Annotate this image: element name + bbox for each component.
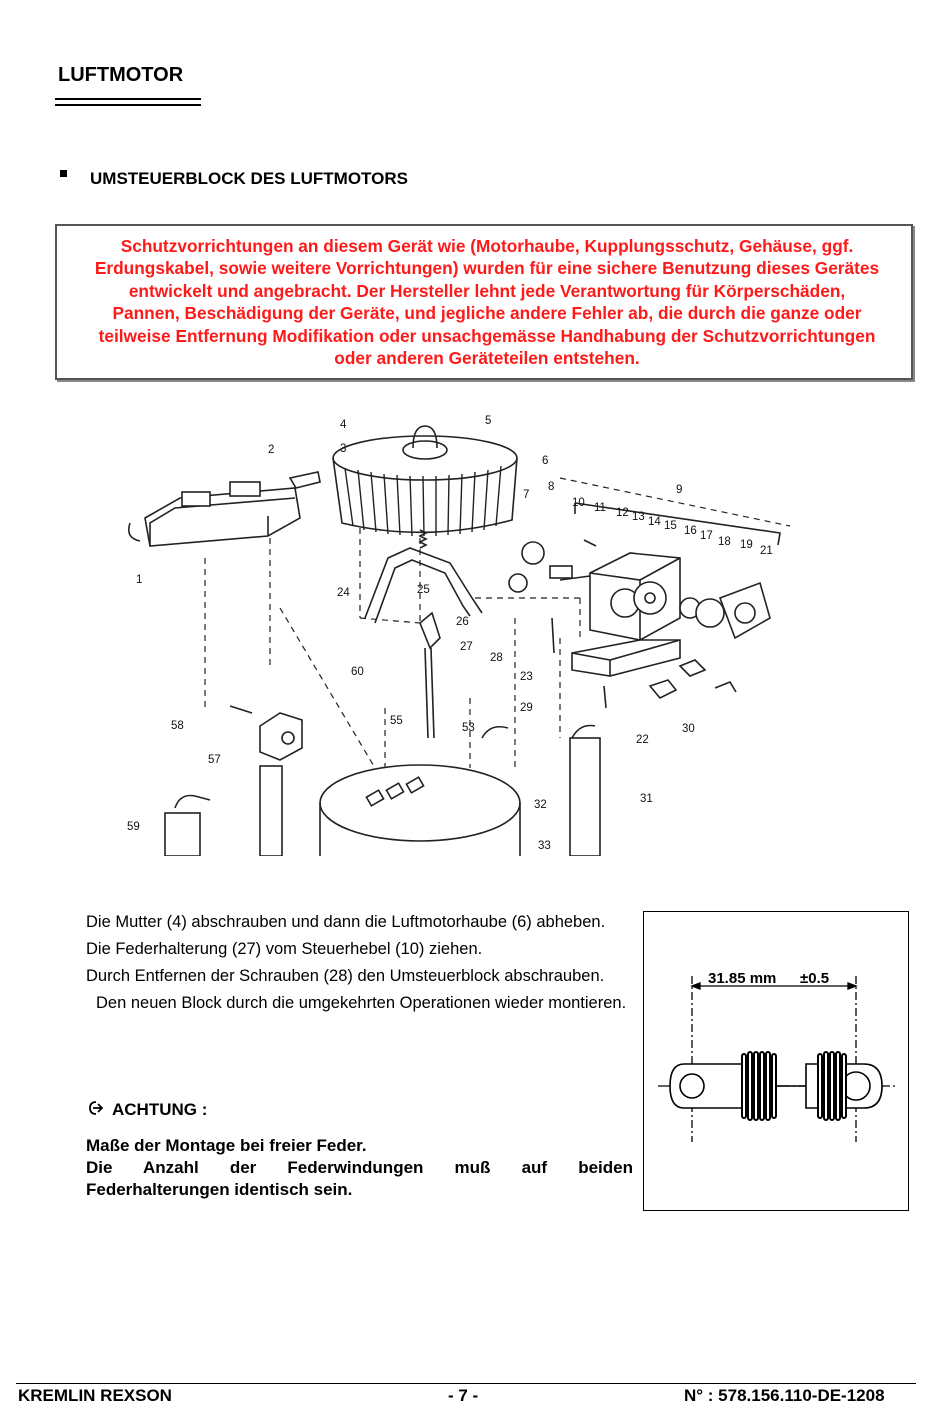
label-32: 32 <box>534 799 547 811</box>
note <box>86 1135 633 1201</box>
tube-59 <box>165 813 200 856</box>
instruction-step: Durch Entfernen der Schrauben (28) den Umsteuerblock abschrauben. <box>86 967 605 985</box>
dimension-tolerance: ±0.5 <box>800 970 830 987</box>
page-title: LUFTMOTOR <box>58 64 184 86</box>
control-block <box>590 553 770 640</box>
label-15: 15 <box>664 520 677 532</box>
lever-60 <box>420 613 440 648</box>
label-59: 59 <box>127 821 140 833</box>
label-60: 60 <box>351 666 364 678</box>
warning-box <box>55 224 913 380</box>
label-13: 13 <box>632 511 645 523</box>
cylinder-head <box>320 765 520 856</box>
motor-cover <box>333 426 517 536</box>
instruction-step: Den neuen Block durch die umgekehrten Operationen wieder montieren. <box>96 994 627 1012</box>
section-heading: UMSTEUERBLOCK DES LUFTMOTORS <box>90 169 408 188</box>
label-3: 3 <box>340 443 347 455</box>
warning-line: Schutzvorrichtungen an diesem Gerät wie (Motorhaube, Kupplungsschutz, Gehäuse, ggf. <box>120 236 854 256</box>
warning-line: oder anderen Geräteteilen entstehen. <box>334 348 640 369</box>
arrow-right-icon <box>88 1100 112 1120</box>
instruction-step: Die Mutter (4) abschrauben und dann die Luftmotorhaube (6) abheben. <box>86 913 606 931</box>
label-10: 10 <box>572 497 585 509</box>
label-25: 25 <box>417 584 430 596</box>
label-1: 1 <box>136 574 143 586</box>
exploded-parts-diagram <box>120 408 920 856</box>
label-11: 11 <box>594 502 606 514</box>
part-7 <box>522 542 544 564</box>
label-26: 26 <box>456 616 469 628</box>
label-30: 30 <box>682 723 695 735</box>
label-12: 12 <box>616 507 629 519</box>
warning-line: entwickelt und angebracht. Der Hersteller lehnt jede Verantwortung für Körperschäden, <box>128 280 846 301</box>
instructions <box>86 912 634 1020</box>
label-6: 6 <box>542 455 549 467</box>
label-23: 23 <box>520 671 533 683</box>
label-8: 8 <box>548 481 555 493</box>
note-line: Maße der Montage bei freier Feder. <box>86 1136 367 1155</box>
spring-coils-left <box>742 1052 776 1120</box>
label-4: 4 <box>340 419 347 431</box>
achtung-heading <box>88 1100 207 1120</box>
label-33: 33 <box>538 840 551 852</box>
label-29: 29 <box>520 702 533 714</box>
label-53: 53 <box>462 722 475 734</box>
label-28: 28 <box>490 652 503 664</box>
instruction-step: Die Federhalterung (27) vom Steuerhebel (10) ziehen. <box>86 940 483 958</box>
label-58: 58 <box>171 720 184 732</box>
warning-line: Erdungskabel, sowie weitere Vorrichtungen) wurden für eine sichere Benutzung dieses Gerätes <box>94 258 880 279</box>
label-17: 17 <box>700 530 713 542</box>
tube-31 <box>570 738 600 856</box>
block-57 <box>260 713 302 760</box>
footer-divider <box>16 1383 916 1384</box>
label-16: 16 <box>684 525 697 537</box>
label-2: 2 <box>268 444 275 456</box>
label-19: 19 <box>740 539 753 551</box>
spring-coils-right <box>818 1052 846 1120</box>
label-27: 27 <box>460 641 473 653</box>
achtung-label: ACHTUNG : <box>112 1100 208 1119</box>
label-22: 22 <box>636 734 649 746</box>
label-18: 18 <box>718 536 731 548</box>
label-57: 57 <box>208 754 221 766</box>
label-9: 9 <box>676 484 683 496</box>
footer-page-number: - 7 - <box>448 1386 479 1405</box>
label-14: 14 <box>648 516 661 528</box>
label-21: 21 <box>760 545 773 557</box>
label-24: 24 <box>337 587 350 599</box>
footer-company: KREMLIN REXSON <box>18 1386 172 1405</box>
warning-line: Pannen, Beschädigung der Geräte, und jegliche andere Fehler ab, die durch die ganze oder <box>112 303 862 324</box>
spring-dimension-figure <box>643 911 909 1211</box>
warning-text <box>65 235 909 369</box>
label-55: 55 <box>390 715 403 727</box>
label-31: 31 <box>640 793 653 805</box>
label-7: 7 <box>523 489 530 501</box>
warning-line: teilweise Entfernung Modifikation oder unsachgemässe Handhabung der Schutzvorrichtungen <box>98 325 876 346</box>
footer-document-number: N° : 578.156.110-DE-1208 <box>684 1386 885 1405</box>
valve-block <box>129 472 320 546</box>
note-line: Die Anzahl der Federwindungen muß auf beiden <box>86 1158 633 1177</box>
dimension-value: 31.85 mm <box>708 970 777 987</box>
square-bullet-icon <box>60 170 67 177</box>
title-underline <box>55 98 201 100</box>
label-5: 5 <box>485 415 492 427</box>
note-line: Federhalterungen identisch sein. <box>86 1180 353 1199</box>
title-underline-double <box>55 104 201 106</box>
